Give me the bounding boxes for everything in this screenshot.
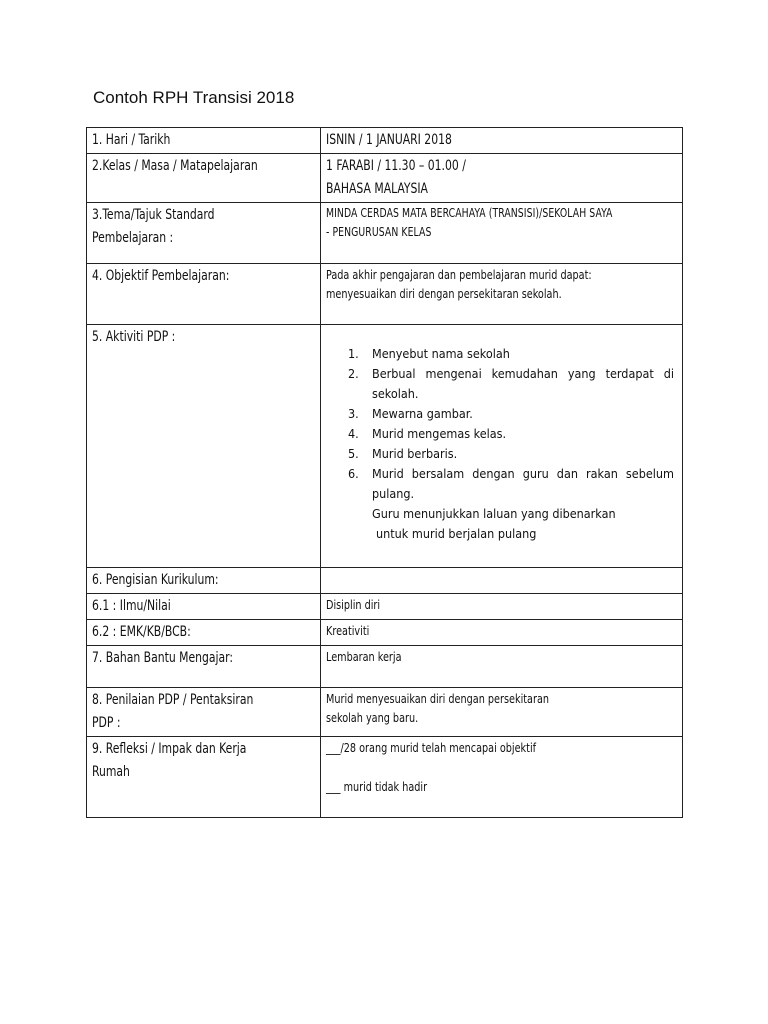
value-penilaian-line2: sekolah yang baru.: [326, 710, 419, 725]
label-hari-tarikh-text: 1. Hari / Tarikh: [92, 132, 171, 148]
label-refleksi-line1: 9. Refleksi / Impak dan Kerja: [92, 741, 247, 757]
value-emk: [321, 620, 683, 646]
value-kelas-line2: BAHASA MALAYSIA: [326, 181, 428, 197]
label-tema: [87, 203, 321, 264]
label-bahan-text: 7. Bahan Bantu Mengajar:: [92, 650, 234, 666]
activity-item: [348, 444, 674, 464]
label-aktiviti-text: 5. Aktiviti PDP :: [92, 329, 176, 345]
value-objektif-line2: menyesuaikan diri dengan persekitaran sekolah.: [326, 286, 562, 301]
row-penilaian: [87, 688, 683, 737]
value-ilmu-text: Disiplin diri: [326, 597, 381, 612]
value-refleksi-line1: ___/28 orang murid telah mencapai objektif: [326, 740, 537, 755]
activity-text: Berbual mengenai kemudahan yang terdapat di sekolah.: [372, 366, 674, 401]
activity-text: Murid bersalam dengan guru dan rakan sebelum pulang.: [372, 466, 674, 501]
activity-item: [348, 464, 674, 504]
row-pengisian: [87, 568, 683, 594]
value-hari-tarikh-text: ISNIN / 1 JANUARI 2018: [326, 132, 452, 148]
label-kelas-text: 2.Kelas / Masa / Matapelajaran: [92, 158, 258, 174]
value-bahan-text: Lembaran kerja: [326, 649, 402, 664]
label-kelas: [87, 154, 321, 203]
activity-text: Mewarna gambar.: [372, 406, 473, 421]
value-emk-text: Kreativiti: [326, 623, 370, 638]
label-emk: [87, 620, 321, 646]
activity-list: [326, 344, 674, 504]
value-kelas-line1: 1 FARABI / 11.30 – 01.00 /: [326, 158, 466, 174]
value-tema-line2: - PENGURUSAN KELAS: [326, 225, 432, 239]
activity-item: [348, 404, 674, 424]
label-penilaian: [87, 688, 321, 737]
value-tema: [321, 203, 683, 264]
activity-number: 5.: [348, 446, 359, 461]
activity-number: 2.: [348, 366, 359, 381]
label-objektif-text: 4. Objektif Pembelajaran:: [92, 268, 230, 284]
activity-text: Murid berbaris.: [372, 446, 458, 461]
row-hari-tarikh: [87, 128, 683, 154]
row-aktiviti: [87, 325, 683, 568]
row-bahan: [87, 646, 683, 688]
value-pengisian: [321, 568, 683, 594]
activity-number: 6.: [348, 466, 359, 481]
activity-text: Murid mengemas kelas.: [372, 426, 507, 441]
label-penilaian-line2: PDP :: [92, 715, 121, 731]
value-hari-tarikh: [321, 128, 683, 154]
value-aktiviti: [321, 325, 683, 568]
label-refleksi: [87, 737, 321, 818]
activity-note-line1: Guru menunjukkan laluan yang dibenarkan: [372, 506, 616, 521]
label-pengisian-text: 6. Pengisian Kurikulum:: [92, 572, 219, 588]
activity-text: Menyebut nama sekolah: [372, 346, 510, 361]
value-penilaian: [321, 688, 683, 737]
label-pengisian: [87, 568, 321, 594]
row-objektif: [87, 264, 683, 325]
label-bahan: [87, 646, 321, 688]
label-refleksi-line2: Rumah: [92, 764, 130, 780]
row-emk: [87, 620, 683, 646]
activity-item: [348, 344, 674, 364]
label-aktiviti: [87, 325, 321, 568]
value-objektif-line1: Pada akhir pengajaran dan pembelajaran murid dapat:: [326, 267, 592, 282]
activity-note-line2: untuk murid berjalan pulang: [376, 526, 537, 541]
label-penilaian-line1: 8. Penilaian PDP / Pentaksiran: [92, 692, 254, 708]
row-kelas: [87, 154, 683, 203]
row-tema: [87, 203, 683, 264]
label-ilmu-text: 6.1 : Ilmu/Nilai: [92, 598, 171, 614]
value-ilmu: [321, 594, 683, 620]
value-refleksi-line2: ___ murid tidak hadir: [326, 779, 428, 794]
value-kelas: [321, 154, 683, 203]
value-tema-line1: MINDA CERDAS MATA BERCAHAYA (TRANSISI)/SEKOLAH SAYA: [326, 206, 613, 220]
label-objektif: [87, 264, 321, 325]
activity-number: 1.: [348, 346, 359, 361]
document-title: Contoh RPH Transisi 2018: [93, 88, 295, 107]
activity-item: [348, 364, 674, 404]
value-objektif: [321, 264, 683, 325]
lesson-plan-table: [86, 127, 683, 818]
spacer: [326, 757, 677, 777]
label-hari-tarikh: [87, 128, 321, 154]
label-ilmu: [87, 594, 321, 620]
value-refleksi: [321, 737, 683, 818]
value-bahan: [321, 646, 683, 688]
activity-item: [348, 424, 674, 444]
label-tema-line1: 3.Tema/Tajuk Standard: [92, 207, 215, 223]
label-tema-line2: Pembelajaran :: [92, 230, 174, 246]
activity-number: 4.: [348, 426, 359, 441]
activity-number: 3.: [348, 406, 359, 421]
value-penilaian-line1: Murid menyesuaikan diri dengan persekitaran: [326, 691, 550, 706]
row-refleksi: [87, 737, 683, 818]
label-emk-text: 6.2 : EMK/KB/BCB:: [92, 624, 191, 640]
row-ilmu: [87, 594, 683, 620]
